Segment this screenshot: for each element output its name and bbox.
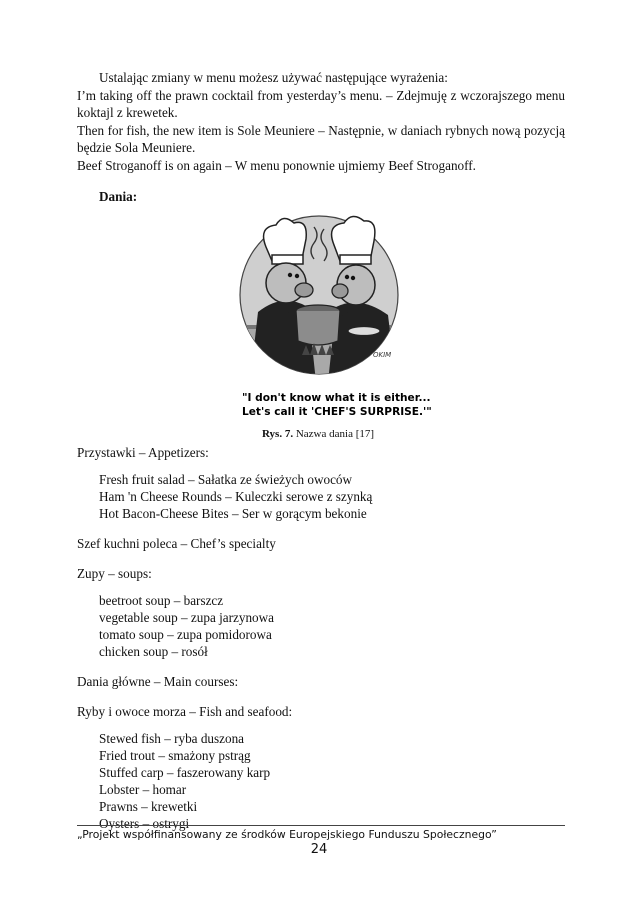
- intro-paragraph-2: Then for fish, the new item is Sole Meuniere – Następnie, w daniach rybnych nową pozycją będzie Sola Meuniere.: [77, 122, 565, 156]
- fish-item: Stewed fish – ryba duszona: [99, 731, 245, 746]
- fish-seafood-heading: Ryby i owoce morza – Fish and seafood:: [77, 704, 293, 719]
- fish-item: Oysters – ostrygi: [99, 816, 190, 831]
- fish-item: Fried trout – smażony pstrąg: [99, 748, 251, 763]
- fish-item: Lobster – homar: [99, 782, 187, 797]
- appetizer-item: Ham 'n Cheese Rounds – Kuleczki serowe z szynką: [99, 489, 373, 504]
- cartoonist-signature: OKIM: [373, 351, 392, 359]
- appetizer-item: Hot Bacon-Cheese Bites – Ser w gorącym bekonie: [99, 506, 367, 521]
- fish-item: Stuffed carp – faszerowany karp: [99, 765, 271, 780]
- appetizer-item: Fresh fruit salad – Sałatka ze świeżych owoców: [99, 472, 353, 487]
- soup-item: beetroot soup – barszcz: [99, 593, 224, 608]
- appetizers-heading: Przystawki – Appetizers:: [77, 445, 209, 460]
- intro-paragraph-3: Beef Stroganoff is on again – W menu ponownie ujmiemy Beef Stroganoff.: [77, 157, 476, 173]
- figure-caption: [262, 428, 572, 440]
- cartoon-speech-line-1: "I don't know what it is either...: [242, 392, 431, 404]
- caption-label: Rys. 7.: [262, 428, 294, 440]
- page-number: 24: [310, 842, 328, 857]
- footer-project-note: „Projekt współfinansowany ze środków Europejskiego Funduszu Społecznego”: [77, 828, 497, 841]
- fish-item: Prawns – krewetki: [99, 799, 198, 814]
- dania-heading: Dania:: [99, 189, 138, 204]
- soup-item: chicken soup – rosół: [99, 644, 208, 659]
- footer-divider: [77, 825, 565, 826]
- chef-specialty-line: Szef kuchni poleca – Chef’s specialty: [77, 536, 276, 551]
- intro-text: [77, 69, 565, 175]
- cartoon-speech-line-2: Let's call it 'CHEF'S SURPRISE.'": [242, 406, 432, 418]
- chef-cartoon-illustration: [228, 207, 432, 422]
- intro-line: Ustalając zmiany w menu możesz używać następujące wyrażenia:: [99, 70, 448, 85]
- soup-item: tomato soup – zupa pomidorowa: [99, 627, 272, 642]
- intro-paragraph-1: I’m taking off the prawn cocktail from yesterday’s menu. – Zdejmuję z wczorajszego menu koktajl z krewetek.: [77, 87, 565, 121]
- caption-text: Nazwa dania [17]: [295, 428, 375, 440]
- soups-heading: Zupy – soups:: [77, 566, 152, 581]
- main-courses-heading: Dania główne – Main courses:: [77, 674, 239, 689]
- soup-item: vegetable soup – zupa jarzynowa: [99, 610, 275, 625]
